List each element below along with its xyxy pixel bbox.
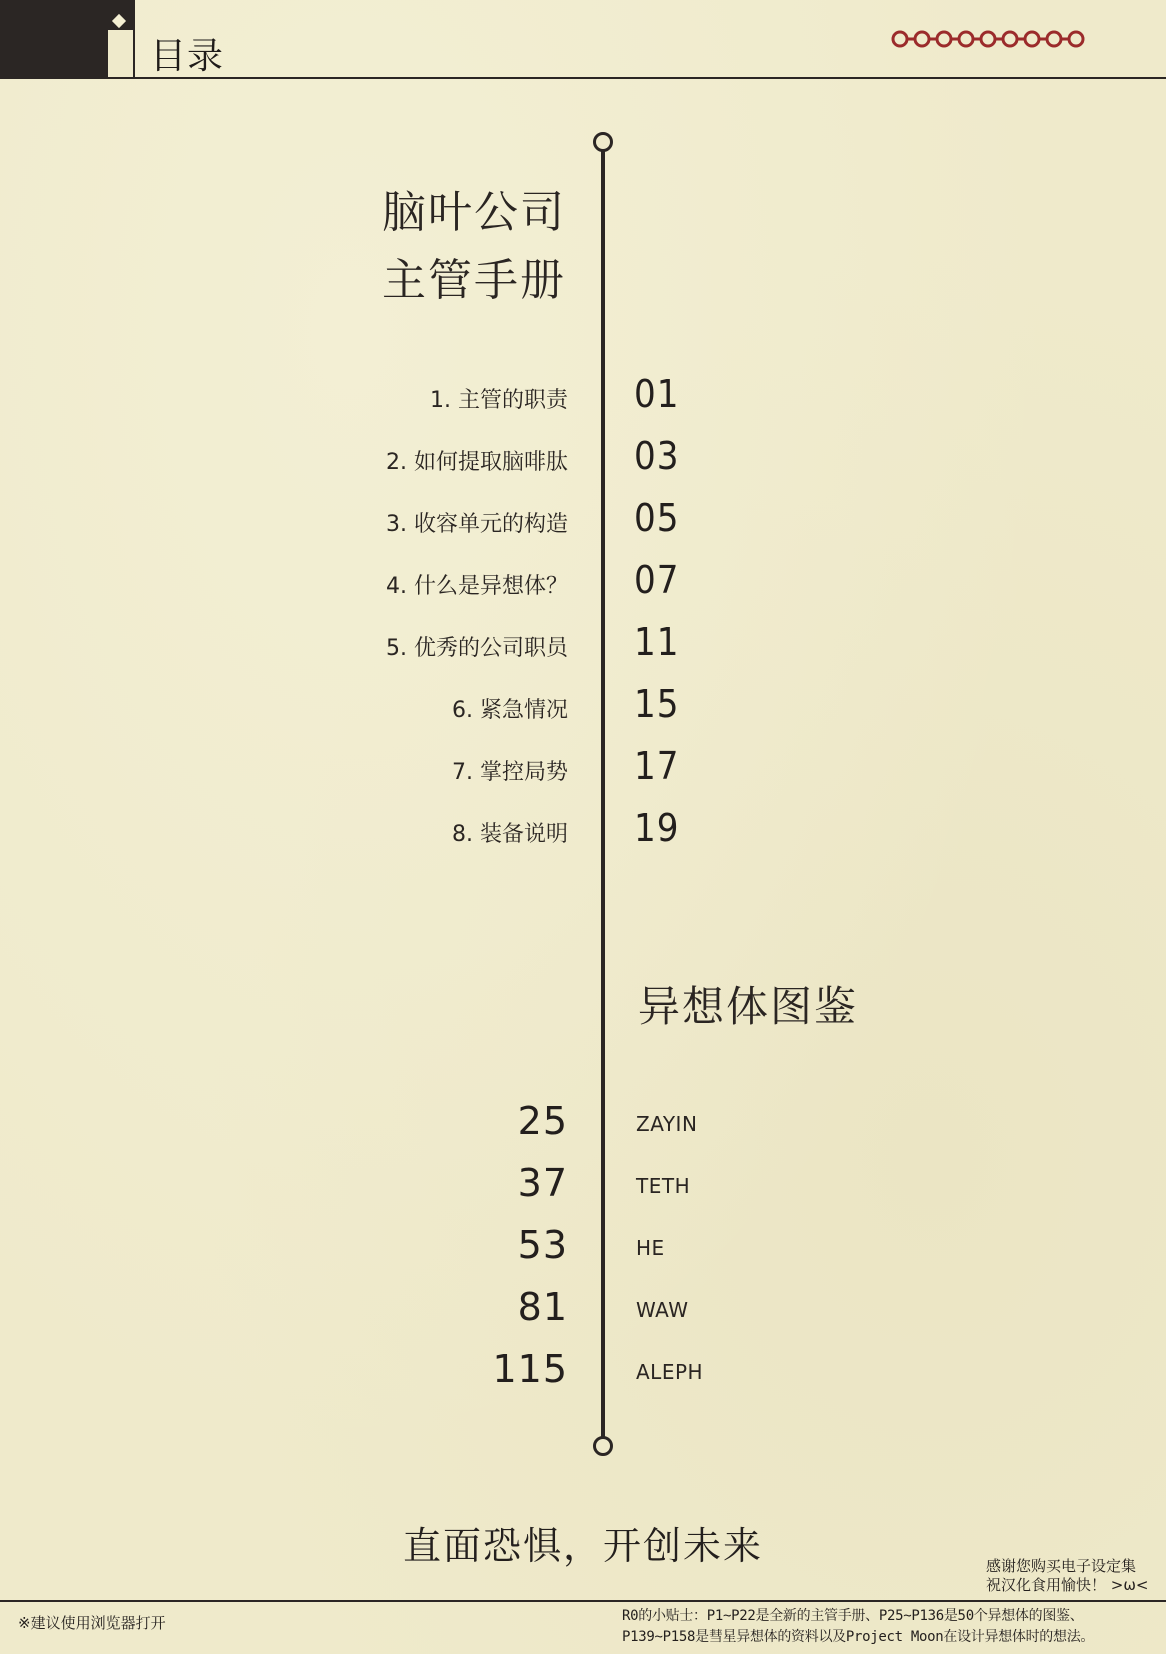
toc-item-label[interactable]: 2. 如何提取脑啡肽	[386, 450, 568, 475]
timeline-node-bottom	[593, 1436, 613, 1456]
toc-item-page[interactable]: 01	[634, 372, 680, 416]
manual-title-line1: 脑叶公司	[382, 187, 566, 238]
toc-item-page[interactable]: 17	[634, 744, 680, 788]
manual-title-line2: 主管手册	[382, 255, 566, 306]
thanks-line: 祝汉化食用愉快！ >ω<	[986, 1576, 1149, 1594]
encyclopedia-item-page[interactable]: 115	[492, 1347, 568, 1391]
toc-item-label[interactable]: 8. 装备说明	[452, 822, 568, 847]
page-title: 目录	[150, 36, 225, 77]
toc-item-label[interactable]: 3. 收容单元的构造	[386, 512, 568, 537]
info-i-stem	[108, 30, 133, 79]
chain-decoration-icon	[888, 28, 1088, 50]
tips-note	[622, 1606, 1094, 1648]
encyclopedia-item-label[interactable]: TETH	[636, 1174, 691, 1198]
toc-item-page[interactable]: 03	[634, 434, 680, 478]
toc-item-label[interactable]: 1. 主管的职责	[430, 388, 568, 413]
timeline-node-top	[593, 132, 613, 152]
encyclopedia-item-label[interactable]: HE	[636, 1236, 665, 1260]
toc-item-label[interactable]: 7. 掌控局势	[452, 760, 568, 785]
timeline-line	[601, 140, 605, 1444]
info-i-icon	[108, 0, 135, 79]
toc-item-page[interactable]: 19	[634, 806, 680, 850]
encyclopedia-item-label[interactable]: WAW	[636, 1298, 689, 1322]
browser-tip: ※建议使用浏览器打开	[18, 1614, 166, 1632]
toc-item-label[interactable]: 4. 什么是异想体？	[386, 574, 568, 599]
header-divider	[0, 77, 1166, 79]
thanks-note	[986, 1557, 1148, 1595]
toc-item-label[interactable]: 5. 优秀的公司职员	[386, 636, 568, 661]
toc-item-page[interactable]: 07	[634, 558, 680, 602]
toc-item-label[interactable]: 6. 紧急情况	[452, 698, 568, 723]
toc-item-page[interactable]: 11	[634, 620, 680, 664]
tips-line: R0的小贴士：P1~P22是全新的主管手册、P25~P136是50个异想体的图鉴、	[622, 1608, 1084, 1624]
encyclopedia-item-page[interactable]: 81	[517, 1285, 568, 1329]
info-i-dot	[112, 14, 126, 28]
encyclopedia-item-page[interactable]: 25	[517, 1099, 568, 1143]
slogan: 直面恐惧，开创未来	[402, 1524, 763, 1568]
encyclopedia-item-label[interactable]: ALEPH	[636, 1360, 704, 1384]
encyclopedia-title: 异想体图鉴	[638, 982, 859, 1031]
toc-item-page[interactable]: 05	[634, 496, 680, 540]
toc-item-page[interactable]: 15	[634, 682, 680, 726]
thanks-line: 感谢您购买电子设定集	[986, 1557, 1137, 1575]
footer-divider	[0, 1600, 1166, 1602]
encyclopedia-item-page[interactable]: 53	[517, 1223, 568, 1267]
encyclopedia-item-page[interactable]: 37	[517, 1161, 568, 1205]
encyclopedia-item-label[interactable]: ZAYIN	[636, 1112, 698, 1136]
tips-line: P139~P158是彗星异想体的资料以及Project Moon在设计异想体时的想法。	[622, 1629, 1095, 1645]
